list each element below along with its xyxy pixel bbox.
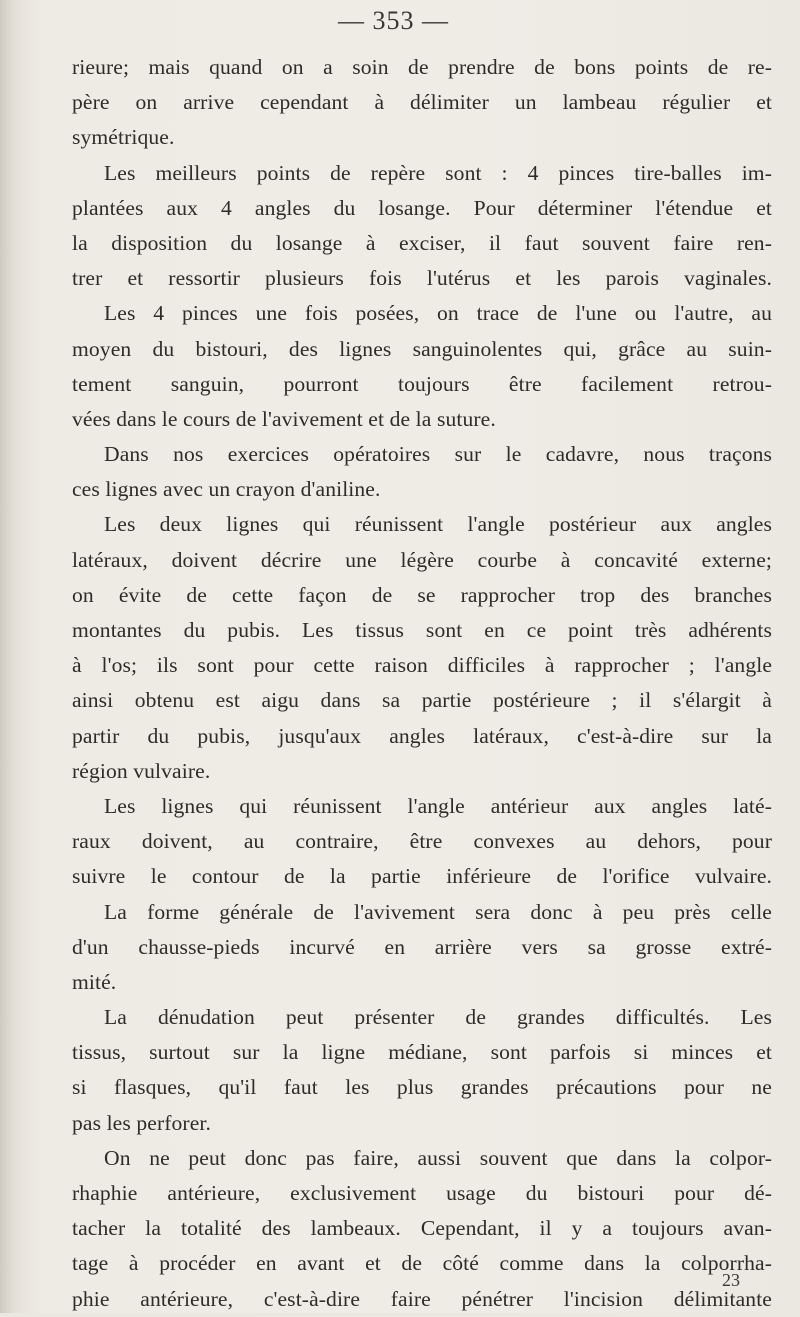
text-line: ces lignes avec un crayon d'aniline. — [72, 477, 381, 502]
text-line: montantes du pubis. Les tissus sont en ce point très adhérents — [72, 618, 772, 642]
text-line: à l'os; ils sont pour cette raison difficiles à rapprocher ; l'angle — [72, 653, 772, 678]
text-line: tacher la totalité des lambeaux. Cependant, il y a toujours avan- — [72, 1216, 772, 1241]
text-line: partir du pubis, jusqu'aux angles latéraux, c'est-à-dire sur la — [72, 723, 772, 748]
text-line: tement sanguin, pourront toujours être facilement retrou- — [72, 371, 772, 396]
page-number: — 353 — — [338, 6, 449, 35]
text-line: La dénudation peut présenter de grandes difficultés. Les — [104, 1005, 772, 1030]
text-line: mité. — [72, 969, 117, 994]
text-line: raux doivent, au contraire, être convexes au dehors, pour — [72, 829, 772, 854]
text-line: rieure; mais quand on a soin de prendre de bons points de re- — [72, 55, 772, 79]
text-line: Les lignes qui réunissent l'angle antérieur aux angles laté- — [104, 793, 772, 818]
text-line: ainsi obtenu est aigu dans sa partie postérieure ; il s'élargit à — [72, 688, 772, 713]
text-line: Dans nos exercices opératoires sur le cadavre, nous traçons — [104, 442, 772, 467]
text-line: phie antérieure, c'est-à-dire faire pénétrer l'incision délimitante — [72, 1286, 772, 1311]
text-line: tage à procéder en avant et de côté comme dans la colporrha- — [72, 1251, 772, 1276]
text-line: suivre le contour de la partie inférieure de l'orifice vulvaire. — [72, 864, 772, 889]
text-line: latéraux, doivent décrire une légère courbe à concavité externe; — [72, 547, 772, 572]
text-line: Les deux lignes qui réunissent l'angle postérieur aux angles — [104, 512, 772, 537]
text-line: moyen du bistouri, des lignes sanguinolentes qui, grâce au suin- — [72, 336, 772, 361]
text-line: on évite de cette façon de se rapprocher trop des branches — [72, 582, 772, 607]
text-line: plantées aux 4 angles du losange. Pour déterminer l'étendue et — [72, 195, 772, 220]
text-line: rhaphie antérieure, exclusivement usage du bistouri pour dé- — [72, 1181, 772, 1205]
text-line: vées dans le cours de l'avivement et de la suture. — [72, 406, 496, 431]
page-body-text — [72, 50, 772, 1317]
text-line: La forme générale de l'avivement sera donc à peu près celle — [104, 899, 772, 924]
text-line: d'un chausse-pieds incurvé en arrière vers sa grosse extré- — [72, 934, 772, 959]
text-line: région vulvaire. — [72, 758, 211, 783]
text-line: si flasques, qu'il faut les plus grandes précautions pour ne — [72, 1075, 772, 1100]
text-line: trer et ressortir plusieurs fois l'utérus et les parois vaginales. — [72, 266, 772, 291]
text-line: Les 4 pinces une fois posées, on trace de l'une ou l'autre, au — [104, 301, 772, 326]
text-line: pas les perforer. — [72, 1110, 212, 1135]
text-line: tissus, surtout sur la ligne médiane, sont parfois si minces et — [72, 1040, 772, 1065]
text-line: père on arrive cependant à délimiter un lambeau régulier et — [72, 90, 772, 115]
text-line: On ne peut donc pas faire, aussi souvent que dans la colpor- — [104, 1145, 772, 1170]
signature-mark: 23 — [722, 1270, 740, 1290]
text-line: symétrique. — [72, 125, 175, 150]
text-line: Les meilleurs points de repère sont : 4 pinces tire-balles im- — [104, 160, 772, 185]
text-line: la disposition du losange à exciser, il faut souvent faire ren- — [72, 230, 772, 255]
